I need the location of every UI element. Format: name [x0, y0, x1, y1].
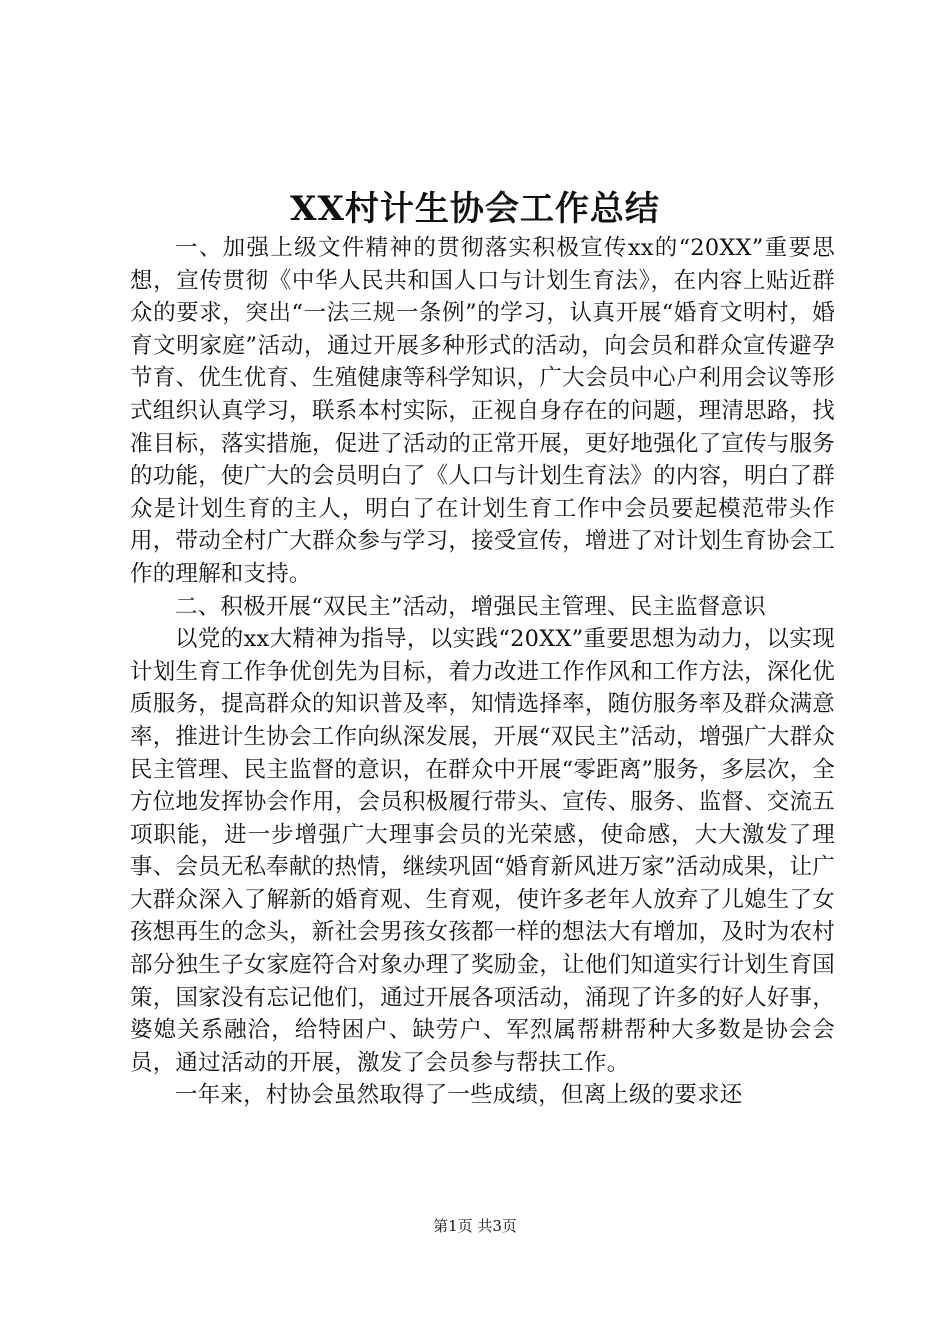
page-number: 第1页 共3页	[433, 1217, 517, 1235]
document-title: XX村计生协会工作总结	[290, 189, 660, 229]
section-heading-2: 二、积极开展“双民主”活动，增强民主管理、民主监督意识	[175, 593, 766, 620]
document-body	[130, 232, 835, 1112]
paragraph-1: 一、加强上级文件精神的贯彻落实积极宣传xx的“20XX”重要思想，宣传贯彻《中华人民共和国人口与计划生育法》，在内容上贴近群众的要求，突出“一法三规一条例”的学习，认真开展“婚育文明村，婚育文明家庭”活动，通过开展多种形式的活动，向会员和群众宣传避孕节育、优生优育、生殖健康等科学知识，广大会员中心户利用会议等形式组织认真学习，联系本村实际，正视自身存在的问题，理清思路，找准目标，落实措施，促进了活动的正常开展，更好地强化了宣传与服务的功能，使广大的会员明白了《人口与计划生育法》的内容，明白了群众是计划生育的主人，明白了在计划生育工作中会员要起模范带头作用，带动全村广大群众参与学习，接受宣传，增进了对计划生育协会工作的理解和支持。	[130, 235, 835, 587]
paragraph-2: 以党的xx大精神为指导，以实践“20XX”重要思想为动力，以实现计划生育工作争优创先为目标，着力改进工作作风和工作方法，深化优质服务，提高群众的知识普及率，知情选择率，随仿服务率及群众满意率，推进计生协会工作向纵深发展，开展“双民主”活动，增强广大群众民主管理、民主监督的意识，在群众中开展“零距离”服务，多层次，全方位地发挥协会作用，会员积极履行带头、宣传、服务、监督、交流五项职能，进一步增强广大理事会员的光荣感，使命感，大大激发了理事、会员无私奉献的热情，继续巩固“婚育新风进万家”活动成果，让广大群众深入了解新的婚育观、生育观，使许多老年人放弃了儿媳生了女孩想再生的念头，新社会男孩女孩都一样的想法大有增加，及时为农村部分独生子女家庭符合对象办理了奖励金，让他们知道实行计划生育国策，国家没有忘记他们，通过开展各项活动，涌现了许多的好人好事，婆媳关系融洽，给特困户、缺劳户、军烈属帮耕帮种大多数是协会会员，通过活动的开展，激发了会员参与帮扶工作。	[130, 626, 835, 1076]
paragraph-3: 一年来，村协会虽然取得了一些成绩，但离上级的要求还	[175, 1082, 743, 1109]
